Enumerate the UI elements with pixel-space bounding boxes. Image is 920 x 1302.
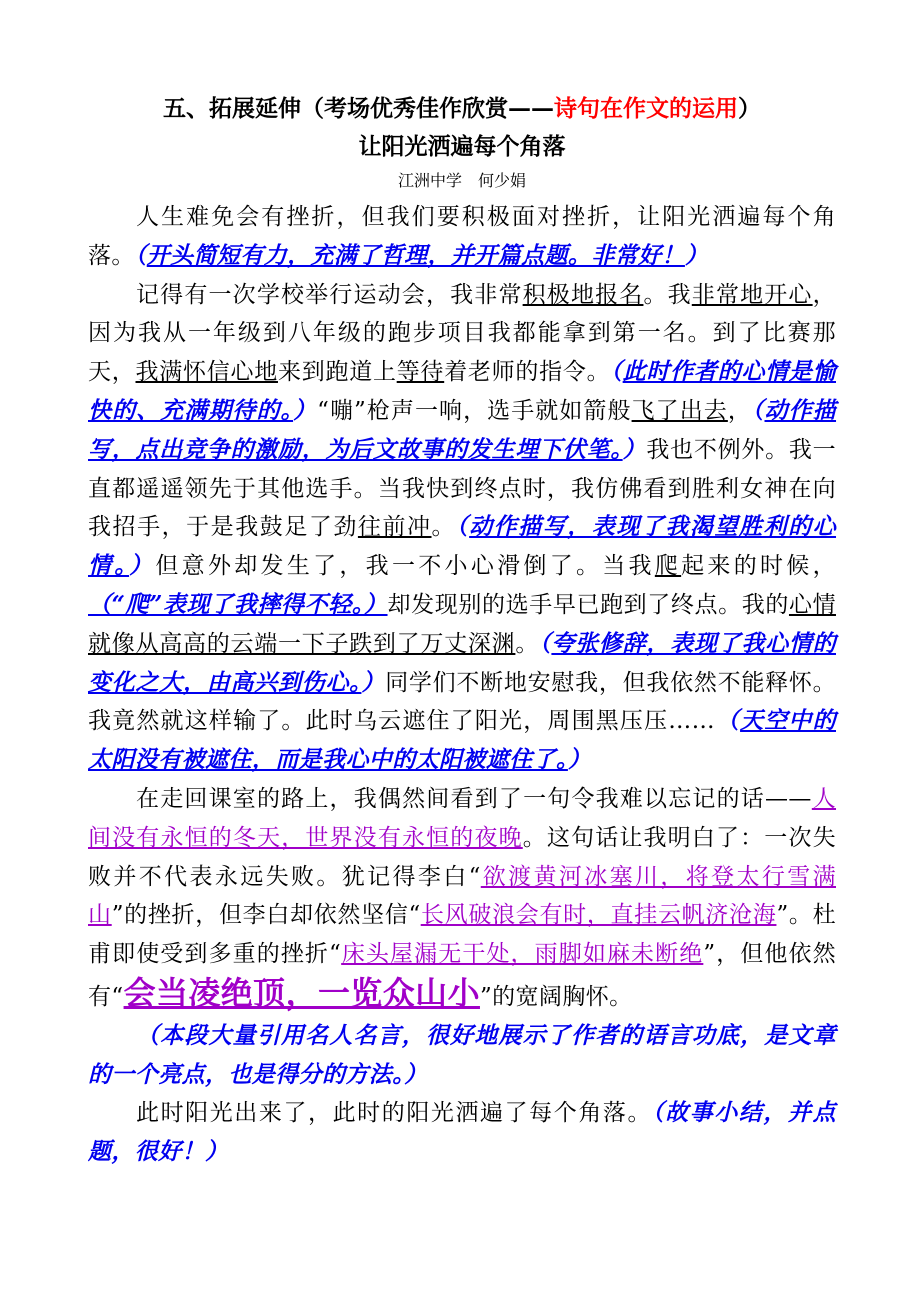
p2-c6-open: （ <box>715 707 741 735</box>
p2-t4: 来到跑道上 <box>277 359 397 386</box>
p2-u3: 我满怀信心地 <box>135 359 278 386</box>
p2-c5-open: （ <box>539 629 552 657</box>
heading-prefix: 五、拓展延伸（考场优秀佳作欣赏—— <box>163 95 554 122</box>
p2-t3: ，因为我从一年级到八年级的跑步项目我都能拿到第一名。到了比赛那天， <box>88 281 837 386</box>
paragraph-2 <box>88 276 836 780</box>
paragraph-5 <box>88 1094 836 1172</box>
p3-t6: ”的宽阔胸怀。 <box>479 983 633 1010</box>
p5-comment-open: （ <box>652 1099 666 1127</box>
p2-t13: 。 <box>515 630 540 657</box>
quote-3: 长风破浪会有时，直挂云帆济沧海 <box>420 902 777 929</box>
p3-t1: 在走回课室的路上，我偶然间看到了一句令我难以忘记的话—— <box>136 785 812 812</box>
p3-t3: ”的挫折，但李白却依然坚信“ <box>111 902 421 929</box>
p2-comment-4: （“爬”表现了我摔得不轻。） <box>88 590 388 618</box>
p3-t5: ”，但他依然有“ <box>88 941 836 1010</box>
p2-u4: 等待 <box>396 359 445 386</box>
p2-t2: 。我 <box>643 281 692 308</box>
p2-comment-5: 夸张修辞，表现了我心情的变化之大，由高兴到伤心。 <box>88 629 836 696</box>
p2-c1-close: ） <box>293 396 318 424</box>
p2-t7: ， <box>727 397 752 424</box>
p2-comment-2: 动作描写，点出竞争的激励，为后文故事的发生埋下伏笔。 <box>88 396 837 463</box>
p2-t12: 却发现别的选手早已跑到了终点。我的 <box>387 591 789 618</box>
p2-u8: 心情就像从高高的云端一下子跌到了万丈深渊 <box>88 591 836 657</box>
p2-t10: 但意外却发生了，我一不小心滑倒了。当我 <box>155 553 655 580</box>
author-name: 何少娟 <box>478 171 527 190</box>
heading-highlight: 诗句在作文的运用 <box>554 95 738 122</box>
p2-c1-open: （ <box>610 358 623 386</box>
paragraph-4 <box>88 1017 836 1095</box>
p2-c5-close: ） <box>361 668 386 696</box>
p4-comment: （本段大量引用名人名言，很好地展示了作者的语言功底，是文章的一个亮点，也是得分的方法。） <box>88 1021 836 1088</box>
p2-u2: 非常地开心 <box>691 281 813 308</box>
p2-t1: 记得有一次学校举行运动会，我非常 <box>136 281 523 308</box>
p2-u1: 积极地报名 <box>522 281 644 308</box>
quote-5: 会当凌绝顶，一览众山小 <box>123 973 480 1012</box>
p2-t11: 起来的时候， <box>681 553 836 580</box>
p5-comment-close: ） <box>205 1138 229 1166</box>
essay-title: 让阳光洒遍每个角落 <box>358 133 566 160</box>
p2-c2-open: （ <box>751 396 765 424</box>
p2-t6: “嘣”枪声一响，选手就如箭般 <box>317 397 632 424</box>
quote-2: 欲渡黄河冰塞川，将登太行雪满山 <box>88 863 836 929</box>
p1-text: 人生难免会有挫折，但我们要积极面对挫折，让阳光洒遍每个角落。 <box>88 204 836 269</box>
quote-4: 床头屋漏无干处，雨脚如麻未断绝 <box>341 941 704 968</box>
p2-t14: 同学们不断地安慰我，但我依然不能释怀。我竟然就这样输了。此时乌云遮住了阳光，周围黑压压…… <box>88 669 836 735</box>
p1-comment: 开头简短有力，充满了哲理，并开篇点题。非常好！ <box>146 241 685 269</box>
p2-c6-close: ） <box>567 746 592 774</box>
p1-comment-open: （ <box>134 241 147 269</box>
paragraph-3 <box>88 780 836 1017</box>
p2-c2-close: ） <box>622 435 647 463</box>
document-page <box>88 92 836 1172</box>
author-line <box>88 168 836 194</box>
p2-c3-close: ） <box>129 552 156 580</box>
p2-comment-3: 动作描写，表现了我渴望胜利的心情。 <box>88 513 837 580</box>
p5-comment: 故事小结，并点题，很好！ <box>88 1099 836 1166</box>
p2-t5: 着老师的指令。 <box>444 359 611 386</box>
quote-1: 人间没有永恒的冬天，世界没有永恒的夜晚 <box>88 785 837 851</box>
p1-comment-close: ） <box>684 241 709 269</box>
paragraph-1 <box>88 198 836 276</box>
p3-t4: ”。杜甫即使受到多重的挫折“ <box>88 902 836 968</box>
heading-suffix: ） <box>738 95 761 122</box>
p2-u7: 爬 <box>654 553 682 580</box>
author-school: 江洲中学 <box>397 171 462 190</box>
p2-u6: 往前冲 <box>357 514 432 541</box>
p2-t8: 我也不例外。我一直都遥遥领先于其他选手。当我快到终点时，我仿佛看到胜利女神在向我招手，于是我鼓足了劲 <box>88 436 837 541</box>
p2-comment-1: 此时作者的心情是愉快的、充满期待的。 <box>88 358 836 424</box>
p3-t2: 。这句话让我明白了：一次失败并不代表永远失败。犹记得李白“ <box>88 824 837 890</box>
p2-c3-open: （ <box>456 513 470 541</box>
p5-text: 此时阳光出来了，此时的阳光洒遍了每个角落。 <box>136 1100 653 1127</box>
p2-u5: 飞了出去 <box>631 397 728 424</box>
p2-comment-6: 天空中的太阳没有被遮住，而是我心中的太阳被遮住了。 <box>88 707 836 774</box>
section-heading <box>88 92 836 126</box>
p2-t9: 。 <box>431 514 457 541</box>
